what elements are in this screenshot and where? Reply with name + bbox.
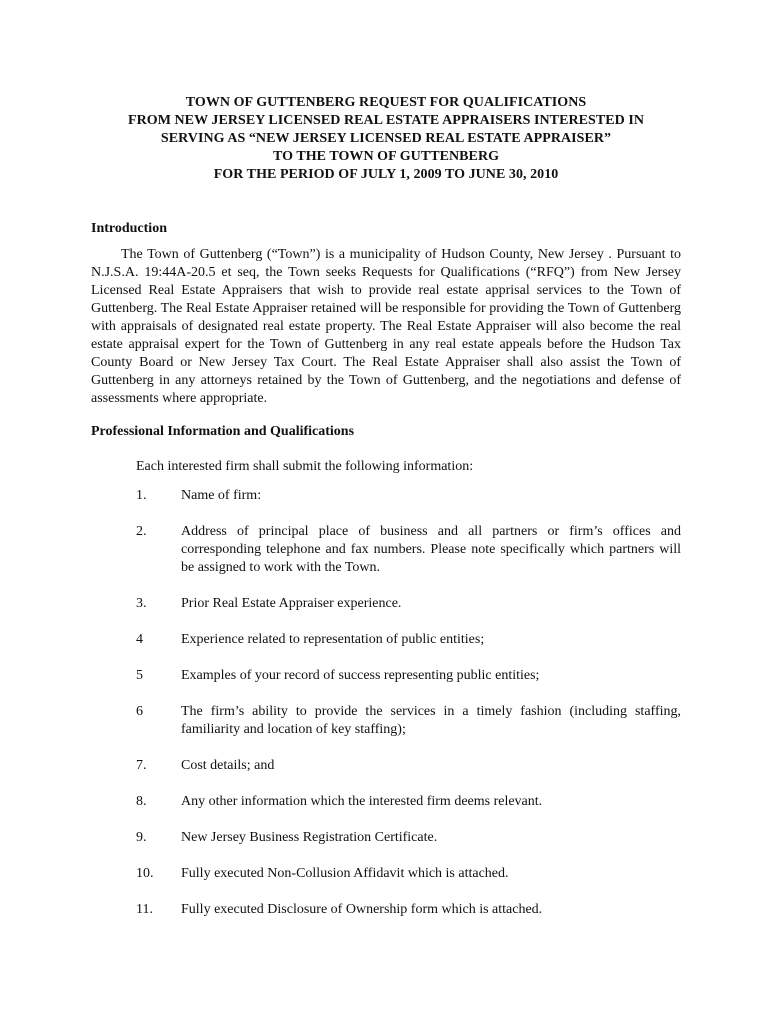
list-item xyxy=(91,829,681,847)
list-item xyxy=(91,667,681,685)
list-item-text: Cost details; and xyxy=(181,758,275,773)
list-item-number: 7. xyxy=(136,758,147,773)
list-item-number: 8. xyxy=(136,794,147,809)
introduction-heading: Introduction xyxy=(91,221,167,236)
list-item-text: Experience related to representation of public entities; xyxy=(181,632,485,647)
list-item-number: 11. xyxy=(136,902,153,917)
qualifications-heading: Professional Information and Qualifications xyxy=(91,424,355,439)
list-item-text: Fully executed Non-Collusion Affidavit which is attached. xyxy=(181,866,509,881)
title-line-2: FROM NEW JERSEY LICENSED REAL ESTATE APPRAISERS INTERESTED IN xyxy=(128,113,644,128)
list-item-number: 6 xyxy=(136,704,143,719)
list-item-number: 1. xyxy=(136,488,147,503)
list-item-text: Prior Real Estate Appraiser experience. xyxy=(181,596,402,611)
list-item xyxy=(91,901,681,919)
list-item xyxy=(91,865,681,883)
list-item xyxy=(91,595,681,613)
document-title xyxy=(91,94,681,184)
list-item-text: The firm’s ability to provide the services in a timely fashion (including staffing, familiarity and location of key staffing); xyxy=(181,704,681,737)
title-line-1: TOWN OF GUTTENBERG REQUEST FOR QUALIFICATIONS xyxy=(185,95,587,110)
list-item-number: 5 xyxy=(136,668,143,683)
list-item xyxy=(91,703,681,739)
list-item-text: Any other information which the interested firm deems relevant. xyxy=(181,794,543,809)
list-item xyxy=(91,487,681,505)
list-item-text: Name of firm: xyxy=(181,488,262,503)
list-item-number: 9. xyxy=(136,830,147,845)
list-item-text: Fully executed Disclosure of Ownership form which is attached. xyxy=(181,902,543,917)
title-line-5: FOR THE PERIOD OF JULY 1, 2009 TO JUNE 30, 2010 xyxy=(213,167,559,182)
list-item-number: 2. xyxy=(136,524,147,539)
list-item xyxy=(91,793,681,811)
introduction-paragraph: The Town of Guttenberg (“Town”) is a municipality of Hudson County, New Jersey . Pursuant to N.J.S.A. 19:44A-20.5 et seq, the Town seeks Requests for Qualifications (“RFQ”) from New Jersey Licensed Real Estate Appraisers that wish to provide real estate apprisal services to the Town of Guttenberg. The Real Estate Appraiser retained will be responsible for providing the Town of Guttenberg with appraisals of designated real estate property. The Real Estate Appraiser will also become the real estate appraisal expert for the Town of Guttenberg in any real estate appeals before the Hudson Tax County Board or New Jersey Tax Court. The Real Estate Appraiser shall also assist the Town of Guttenberg in any attorneys retained by the Town of Guttenberg, and the negotiations and defense of assessments where appropriate. xyxy=(91,247,681,406)
title-line-4: TO THE TOWN OF GUTTENBERG xyxy=(272,149,500,164)
title-line-3: SERVING AS “NEW JERSEY LICENSED REAL ESTATE APPRAISER” xyxy=(160,131,612,146)
list-item-number: 3. xyxy=(136,596,147,611)
list-item xyxy=(91,523,681,577)
qualifications-lead: Each interested firm shall submit the following information: xyxy=(136,459,474,474)
list-item-text: Address of principal place of business and all partners or firm’s offices and corresponding telephone and fax numbers. Please note specifically which partners will be assigned to work with the Town. xyxy=(181,524,681,575)
list-item-text: New Jersey Business Registration Certificate. xyxy=(181,830,438,845)
document-page xyxy=(91,94,681,937)
qualifications-list xyxy=(91,487,681,919)
list-item-number: 4 xyxy=(136,632,143,647)
list-item xyxy=(91,631,681,649)
list-item-text: Examples of your record of success representing public entities; xyxy=(181,668,540,683)
list-item xyxy=(91,757,681,775)
list-item-number: 10. xyxy=(136,866,154,881)
